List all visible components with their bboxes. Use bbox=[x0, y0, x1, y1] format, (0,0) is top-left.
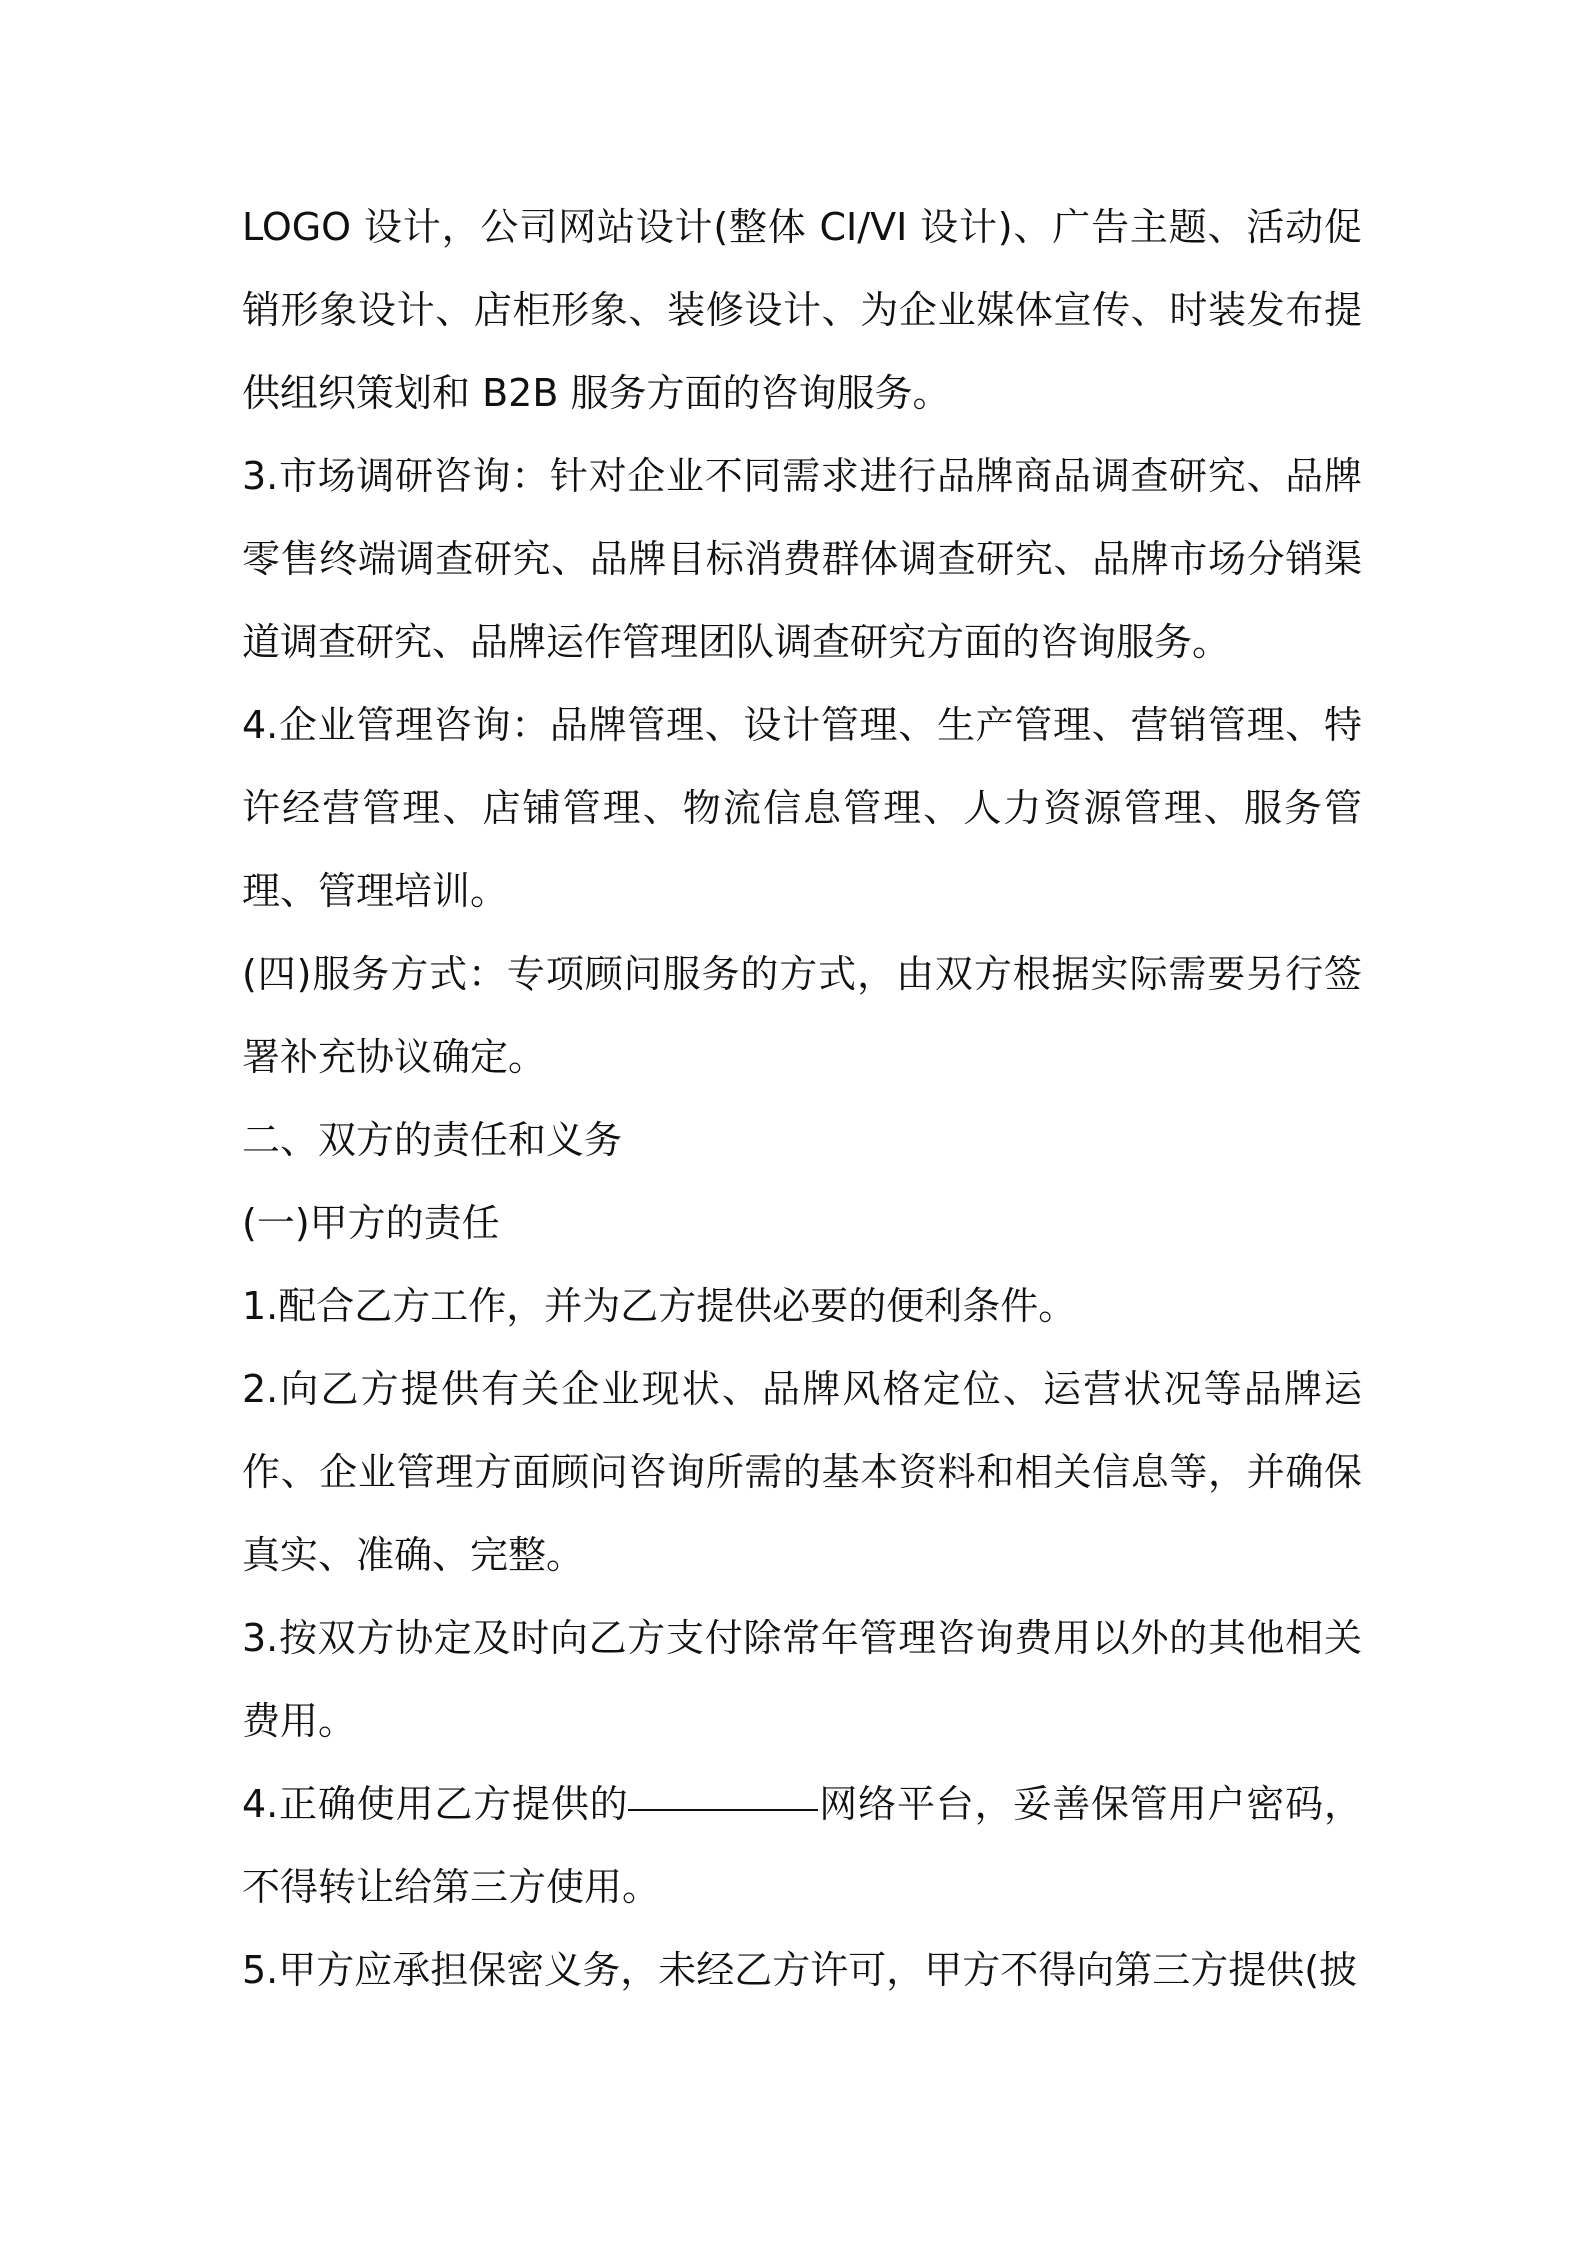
paragraph-management-consulting: 4.企业管理咨询：品牌管理、设计管理、生产管理、营销管理、特许经营管理、店铺管理、物流信息管理、人力资源管理、服务管理、管理培训。 bbox=[242, 703, 1362, 913]
paragraph-item-2: 2.向乙方提供有关企业现状、品牌风格定位、运营状况等品牌运作、企业管理方面顾问咨询所需的基本资料和相关信息等，并确保真实、准确、完整。 bbox=[242, 1367, 1362, 1577]
paragraph-item-4-after: 网络平台，妥善保管用户密码，不得转让给第三方使用。 bbox=[242, 1782, 1362, 1909]
fill-in-blank-line bbox=[628, 1808, 818, 1811]
document-body bbox=[242, 186, 1362, 2012]
paragraph-item-4-before: 4.正确使用乙方提供的 bbox=[242, 1782, 629, 1826]
paragraph-item-5: 5.甲方应承担保密义务，未经乙方许可，甲方不得向第三方提供(披 bbox=[242, 1948, 1358, 1992]
paragraph-design-services: LOGO 设计，公司网站设计(整体 CI/VI 设计)、广告主题、活动促销形象设计、店柜形象、装修设计、为企业媒体宣传、时装发布提供组织策划和 B2B 服务方面的咨询服务。 bbox=[242, 205, 1362, 415]
paragraph-market-research: 3.市场调研咨询：针对企业不同需求进行品牌商品调查研究、品牌零售终端调查研究、品牌目标消费群体调查研究、品牌市场分销渠道调查研究、品牌运作管理团队调查研究方面的咨询服务。 bbox=[242, 454, 1362, 664]
paragraph-item-4 bbox=[242, 1763, 1362, 1929]
subsection-heading-party-a: (一)甲方的责任 bbox=[242, 1201, 500, 1245]
paragraph-item-3: 3.按双方协定及时向乙方支付除常年管理咨询费用以外的其他相关费用。 bbox=[242, 1616, 1362, 1743]
paragraph-service-method: (四)服务方式：专项顾问服务的方式，由双方根据实际需要另行签署补充协议确定。 bbox=[242, 952, 1362, 1079]
paragraph-item-1: 1.配合乙方工作，并为乙方提供必要的便利条件。 bbox=[242, 1284, 1077, 1328]
section-heading-responsibilities: 二、双方的责任和义务 bbox=[242, 1118, 623, 1162]
